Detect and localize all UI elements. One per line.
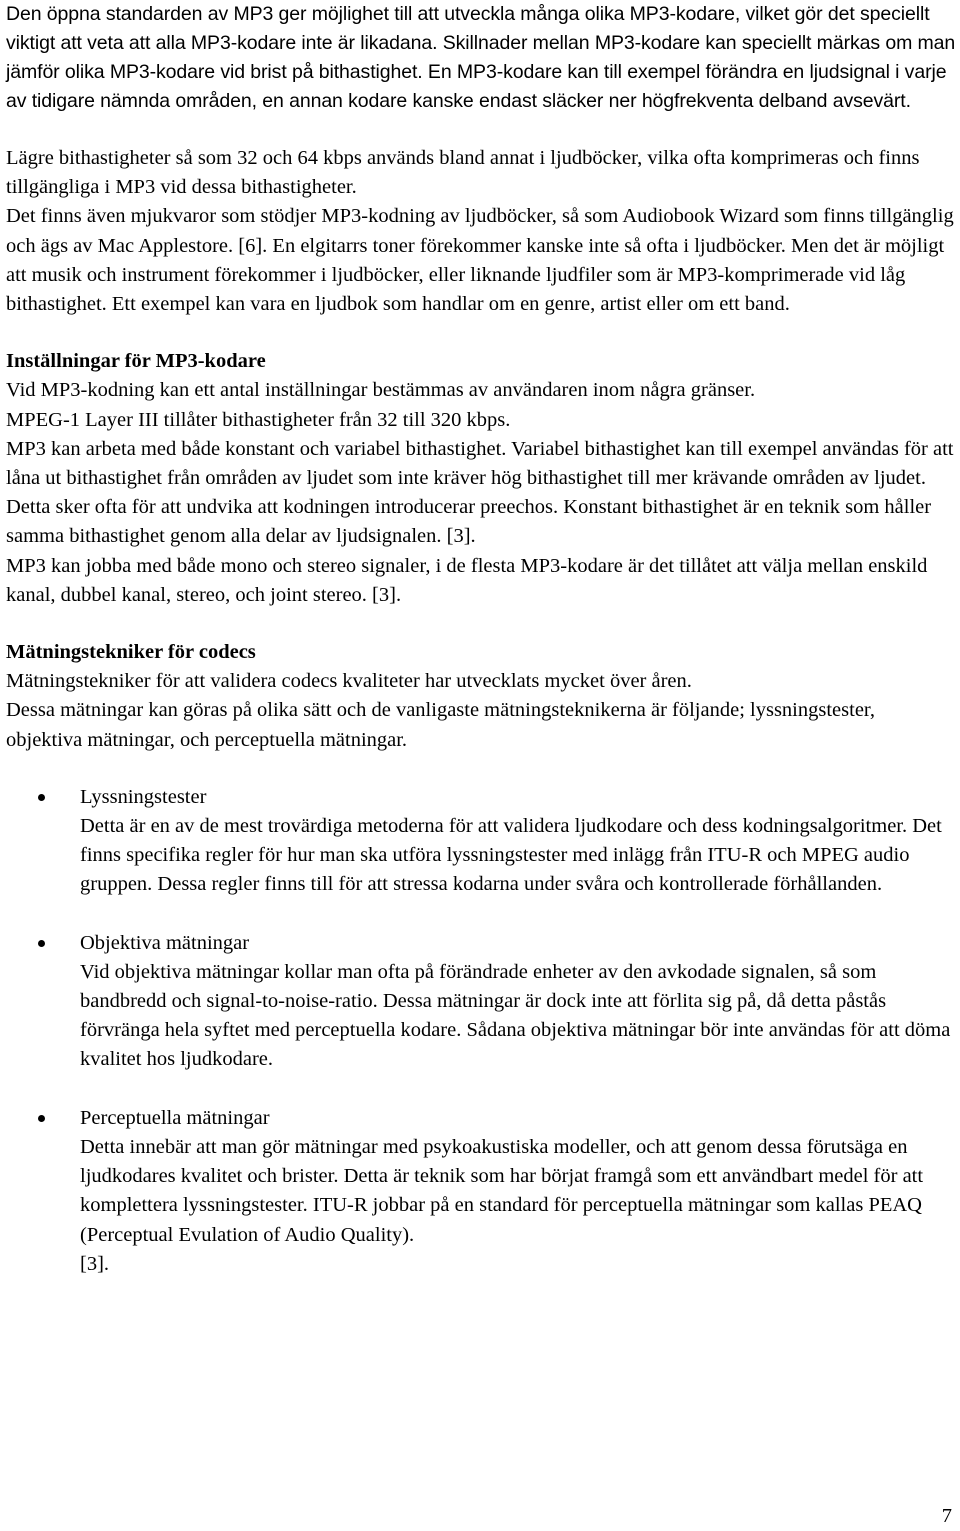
list-item-perceptual-measurements	[6, 1104, 956, 1279]
bullet-dot-icon	[38, 940, 45, 947]
list-item-title: Lyssningstester	[80, 785, 207, 808]
list-item-reference: [3].	[80, 1252, 110, 1275]
settings-line-1: Vid MP3-kodning kan ett antal inställningar bestämmas av användaren inom några gränser.	[6, 379, 756, 402]
paragraph-gap	[6, 755, 956, 783]
bullet-dot-icon	[38, 794, 45, 801]
paragraph-gap	[6, 319, 956, 347]
audiobooks-paragraph-1: Lägre bithastigheter så som 32 och 64 kbps används bland annat i ljudböcker, vilka ofta komprimeras och finns tillgängliga i MP3 vid dessa bithastigheter.	[6, 147, 920, 199]
settings-line-3: MP3 kan arbeta med både konstant och variabel bithastighet. Variabel bithastighet kan till exempel användas för att låna ut bithastighet från områden av ljudet som inte kräver hög bithastighet till mer krävande områden av ljudet. Detta sker ofta för att undvika att kodningen introducerar preechos. Konstant bithastighet är en teknik som håller samma bithastighet genom alla delar av ljudsignalen. [3].	[6, 437, 954, 548]
list-item-body: Detta är en av de mest trovärdiga metoderna för att validera ljudkodare och dess kodningsalgoritmer. Det finns specifika regler för hur man ska utföra lyssningstester med inlägg från ITU-R och MPEG audio gruppen. Dessa regler finns till för att stressa kodarna under svåra och kontrollerade förhållanden.	[80, 815, 942, 896]
settings-line-2: MPEG-1 Layer III tillåter bithastigheter från 32 till 320 kbps.	[6, 408, 511, 431]
measurement-line-1: Mätningstekniker för att validera codecs kvaliteter har utvecklats mycket över åren.	[6, 670, 692, 693]
settings-line-4: MP3 kan jobba med både mono och stereo signaler, i de flesta MP3-kodare är det tillåtet att välja mellan enskild kanal, dubbel kanal, stereo, och joint stereo. [3].	[6, 554, 928, 606]
list-item-body: Detta innebär att man gör mätningar med psykoakustiska modeller, och att genom dessa förutsäga en ljudkodares kvalitet och brister. Detta är teknik som har börjat framgå som ett användbart medel för att komplettera lyssningstester. ITU-R jobbar på en standard för perceptuella mätningar som kallas PEAQ (Perceptual Evulation of Audio Quality).	[80, 1135, 924, 1246]
measurement-line-2: Dessa mätningar kan göras på olika sätt och de vanligaste mätningsteknikerna är följande; lyssningstester, objektiva mätningar, och perceptuella mätningar.	[6, 699, 876, 751]
audiobooks-paragraph-2: Det finns även mjukvaror som stödjer MP3-kodning av ljudböcker, så som Audiobook Wizard som finns tillgänglig och ägs av Mac Applestore. [6]. En elgitarrs toner förekommer kanske inte så ofta i ljudböcker. Men det är möjligt att musik och instrument förekommer i ljudböcker, eller liknande ljudfiler som är MP3-komprimerade vid låg bithastighet. Ett exempel kan vara en ljudbok som handlar om en genre, artist eller om ett band.	[6, 205, 954, 316]
paragraph-gap	[6, 610, 956, 638]
list-item-body: Vid objektiva mätningar kollar man ofta på förändrade enheter av den avkodade signalen, så som bandbredd och signal-to-noise-ratio. Dessa mätningar är dock inte att förlita sig på, då detta påstås förvränga hela syftet med perceptuella kodare. Sådana objektiva mätningar bör inte användas för att döma kvalitet hos ljudkodare.	[80, 960, 951, 1071]
page-number: 7	[941, 1505, 952, 1527]
list-item-objective-measurements	[6, 929, 956, 1075]
list-item-title: Perceptuella mätningar	[80, 1106, 270, 1129]
list-item-listening-tests	[6, 783, 956, 900]
paragraph-gap	[6, 116, 956, 144]
measurement-heading: Mätningstekniker för codecs	[6, 641, 256, 664]
document-page	[6, 0, 956, 1279]
bullet-dot-icon	[38, 1115, 45, 1122]
settings-heading: Inställningar för MP3-kodare	[6, 350, 266, 373]
measurement-list	[6, 783, 956, 1279]
list-item-title: Objektiva mätningar	[80, 931, 250, 954]
intro-paragraph: Den öppna standarden av MP3 ger möjlighet till att utveckla många olika MP3-kodare, vilket gör det speciellt viktigt att veta att alla MP3-kodare inte är likadana. Skillnader mellan MP3-kodare kan speciellt märkas om man jämför olika MP3-kodare vid brist på bithastighet. En MP3-kodare kan till exempel förändra en ljudsignal i varje av tidigare nämnda områden, en annan kodare kanske endast släcker ner högfrekventa delband avsevärt.	[6, 3, 956, 112]
